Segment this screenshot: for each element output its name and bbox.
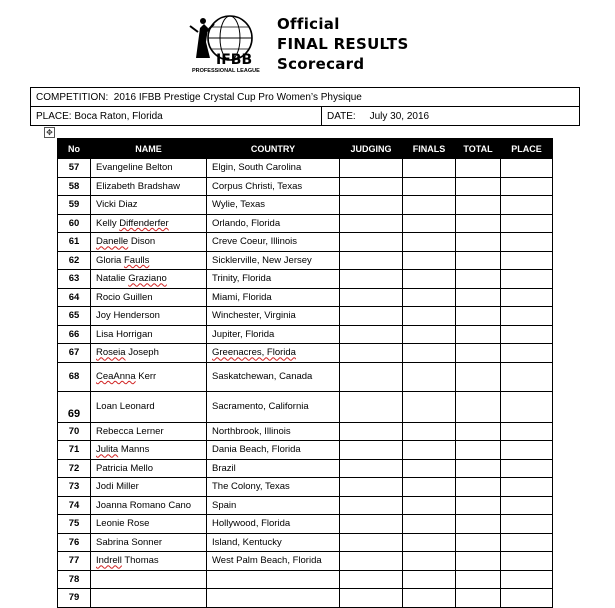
- competitor-first-name: Joy: [96, 310, 111, 322]
- total-score-cell[interactable]: [456, 251, 501, 270]
- competitor-last-name: Guillen: [122, 291, 153, 303]
- judging-score-cell[interactable]: [340, 307, 403, 326]
- competitor-country[interactable]: [207, 570, 340, 589]
- competitor-name[interactable]: [91, 441, 207, 460]
- place-score-cell[interactable]: [501, 362, 553, 391]
- competitor-name[interactable]: [91, 288, 207, 307]
- country-text: Trinity, Florida: [212, 273, 272, 285]
- competitor-number: 69: [58, 391, 91, 422]
- finals-score-cell[interactable]: [403, 307, 456, 326]
- competitor-first-name: Evangeline: [96, 162, 144, 174]
- place-score-cell[interactable]: [501, 496, 553, 515]
- competitor-country[interactable]: [207, 251, 340, 270]
- country-text: Winchester, Virginia: [212, 310, 296, 322]
- judging-score-cell[interactable]: [340, 233, 403, 252]
- total-score-cell[interactable]: [456, 196, 501, 215]
- country-text: West Palm Beach, Florida: [212, 555, 322, 567]
- finals-score-cell[interactable]: [403, 362, 456, 391]
- judging-score-cell[interactable]: [340, 515, 403, 534]
- country-text: Orlando, Florida: [212, 217, 281, 229]
- competitor-number: 62: [58, 251, 91, 270]
- competitor-last-name: Cano: [168, 499, 192, 511]
- logo-text: IFBB: [216, 52, 253, 68]
- competitor-last-name: Faulls: [123, 254, 150, 266]
- competitor-first-name: Danelle: [96, 236, 129, 248]
- country-text: Elgin, South Carolina: [212, 162, 302, 174]
- competitor-name[interactable]: [91, 515, 207, 534]
- competitor-number: 78: [58, 570, 91, 589]
- competitor-name[interactable]: [91, 214, 207, 233]
- logo-subtext: PROFESSIONAL LEAGUE: [192, 68, 260, 74]
- place-score-cell[interactable]: [501, 233, 553, 252]
- judging-score-cell[interactable]: [340, 288, 403, 307]
- judging-score-cell[interactable]: [340, 459, 403, 478]
- finals-score-cell[interactable]: [403, 344, 456, 363]
- country-text: Saskatchewan, Canada: [212, 371, 313, 382]
- competitor-first-name: Sabrina: [96, 536, 129, 548]
- finals-score-cell[interactable]: [403, 496, 456, 515]
- competitor-first-name: Loan: [96, 401, 118, 412]
- competitor-number: 79: [58, 589, 91, 608]
- country-text: Greenacres, Florida: [212, 347, 296, 359]
- competitor-name[interactable]: [91, 362, 207, 391]
- competitor-number: 61: [58, 233, 91, 252]
- competitor-number: 77: [58, 552, 91, 571]
- ifbb-logo: [186, 12, 266, 76]
- finals-score-cell[interactable]: [403, 196, 456, 215]
- country-text: Dania Beach, Florida: [212, 444, 301, 456]
- competitor-number: 58: [58, 177, 91, 196]
- competitor-first-name: Rocio: [96, 291, 121, 303]
- place-score-cell[interactable]: [501, 391, 553, 422]
- country-text: Jupiter, Florida: [212, 328, 275, 340]
- competitor-first-name: Jodi: [96, 481, 114, 493]
- competition-info-table: [30, 87, 580, 126]
- table-row: [58, 422, 553, 441]
- competitor-country[interactable]: [207, 344, 340, 363]
- column-header-place: PLACE: [501, 139, 553, 159]
- country-text: Corpus Christi, Texas: [212, 180, 303, 192]
- country-text: Spain: [212, 499, 237, 511]
- place-value: Boca Raton, Florida: [74, 110, 163, 122]
- competitor-last-name: Leonard: [119, 401, 155, 412]
- competitor-first-name: Joanna Romano: [96, 499, 166, 511]
- country-text: Creve Coeur, Illinois: [212, 236, 298, 248]
- competitor-first-name: Patricia: [96, 462, 128, 474]
- finals-score-cell[interactable]: [403, 478, 456, 497]
- finals-score-cell[interactable]: [403, 391, 456, 422]
- competitor-name[interactable]: [91, 533, 207, 552]
- competitor-country[interactable]: [207, 478, 340, 497]
- judging-score-cell[interactable]: [340, 344, 403, 363]
- competitor-last-name: Belton: [145, 162, 173, 174]
- table-row: [58, 214, 553, 233]
- total-score-cell[interactable]: [456, 478, 501, 497]
- competitor-first-name: Elizabeth: [96, 180, 136, 192]
- total-score-cell[interactable]: [456, 159, 501, 178]
- competitor-country[interactable]: [207, 441, 340, 460]
- finals-score-cell[interactable]: [403, 214, 456, 233]
- finals-score-cell[interactable]: [403, 251, 456, 270]
- competitor-last-name: Lerner: [136, 425, 164, 437]
- competitor-number: 76: [58, 533, 91, 552]
- competitor-name[interactable]: [91, 270, 207, 289]
- table-row: [58, 270, 553, 289]
- competitor-last-name: Diaz: [118, 199, 138, 211]
- competitor-number: 59: [58, 196, 91, 215]
- scorecard-title: [277, 14, 409, 74]
- competitor-country[interactable]: [207, 270, 340, 289]
- table-row: [58, 533, 553, 552]
- table-row: [58, 307, 553, 326]
- competitor-country[interactable]: [207, 552, 340, 571]
- country-text: Wylie, Texas: [212, 199, 266, 211]
- judging-score-cell[interactable]: [340, 177, 403, 196]
- table-row: [58, 344, 553, 363]
- total-score-cell[interactable]: [456, 233, 501, 252]
- competitor-last-name: Sonner: [131, 536, 163, 548]
- competitor-country[interactable]: [207, 362, 340, 391]
- competitor-first-name: Indrell: [96, 555, 122, 567]
- judging-score-cell[interactable]: [340, 251, 403, 270]
- competitor-country[interactable]: [207, 533, 340, 552]
- table-row: [58, 478, 553, 497]
- competitor-name[interactable]: [91, 459, 207, 478]
- competitor-number: 65: [58, 307, 91, 326]
- date-cell: [322, 107, 580, 126]
- competitor-first-name: CeaAnna: [96, 371, 136, 382]
- competitor-name[interactable]: [91, 307, 207, 326]
- table-row: [58, 233, 553, 252]
- column-header-finals: FINALS: [403, 139, 456, 159]
- finals-score-cell[interactable]: [403, 422, 456, 441]
- finals-score-cell[interactable]: [403, 441, 456, 460]
- competitor-country[interactable]: [207, 459, 340, 478]
- competitor-first-name: Rebecca: [96, 425, 134, 437]
- country-text: Hollywood, Florida: [212, 518, 291, 530]
- judging-score-cell[interactable]: [340, 362, 403, 391]
- judging-score-cell[interactable]: [340, 159, 403, 178]
- total-score-cell[interactable]: [456, 177, 501, 196]
- competitor-country[interactable]: [207, 307, 340, 326]
- competitor-number: 73: [58, 478, 91, 497]
- competitor-country[interactable]: [207, 233, 340, 252]
- competitor-number: 75: [58, 515, 91, 534]
- competitor-number: 57: [58, 159, 91, 178]
- competitor-number: 72: [58, 459, 91, 478]
- competitor-name[interactable]: [91, 478, 207, 497]
- judging-score-cell[interactable]: [340, 391, 403, 422]
- competitor-last-name: Thomas: [124, 555, 159, 567]
- table-row: [58, 177, 553, 196]
- competitor-name[interactable]: [91, 422, 207, 441]
- competitor-last-name: Manns: [120, 444, 150, 456]
- title-line-final-results: FINAL RESULTS: [277, 35, 409, 53]
- competitor-name[interactable]: [91, 325, 207, 344]
- competitor-name[interactable]: [91, 177, 207, 196]
- title-line-official: Official: [277, 15, 340, 33]
- column-header-no: No: [58, 139, 91, 159]
- competitor-last-name: Joseph: [128, 347, 159, 359]
- finals-score-cell[interactable]: [403, 459, 456, 478]
- competitor-country[interactable]: [207, 288, 340, 307]
- competitor-first-name: Lisa: [96, 328, 114, 340]
- total-score-cell[interactable]: [456, 422, 501, 441]
- finals-score-cell[interactable]: [403, 288, 456, 307]
- place-score-cell[interactable]: [501, 325, 553, 344]
- total-score-cell[interactable]: [456, 214, 501, 233]
- finals-score-cell[interactable]: [403, 515, 456, 534]
- competitor-number: 74: [58, 496, 91, 515]
- table-row: [58, 459, 553, 478]
- place-score-cell[interactable]: [501, 177, 553, 196]
- competitor-name[interactable]: [91, 552, 207, 571]
- table-row: [58, 196, 553, 215]
- judging-score-cell[interactable]: [340, 570, 403, 589]
- results-header-row: [58, 139, 553, 159]
- judging-score-cell[interactable]: [340, 478, 403, 497]
- table-row: [58, 552, 553, 571]
- judging-score-cell[interactable]: [340, 325, 403, 344]
- place-score-cell[interactable]: [501, 270, 553, 289]
- country-text: Brazil: [212, 462, 236, 474]
- competitor-first-name: Julita: [96, 444, 119, 456]
- total-score-cell[interactable]: [456, 362, 501, 391]
- competitor-name[interactable]: [91, 251, 207, 270]
- finals-score-cell[interactable]: [403, 270, 456, 289]
- competitor-country[interactable]: [207, 391, 340, 422]
- date-label: DATE:: [327, 110, 356, 122]
- country-text: The Colony, Texas: [212, 481, 290, 493]
- competitor-country[interactable]: [207, 196, 340, 215]
- place-score-cell[interactable]: [501, 422, 553, 441]
- total-score-cell[interactable]: [456, 515, 501, 534]
- competition-label: COMPETITION:: [36, 91, 109, 103]
- finals-score-cell[interactable]: [403, 533, 456, 552]
- place-label: PLACE:: [36, 110, 72, 122]
- judging-score-cell[interactable]: [340, 270, 403, 289]
- competitor-first-name: Natalie: [96, 273, 126, 285]
- competitor-last-name: Graziano: [128, 273, 167, 285]
- total-score-cell[interactable]: [456, 270, 501, 289]
- judging-score-cell[interactable]: [340, 422, 403, 441]
- place-score-cell[interactable]: [501, 159, 553, 178]
- country-text: Northbrook, Illinois: [212, 425, 291, 437]
- column-header-judging: JUDGING: [340, 139, 403, 159]
- competitor-first-name: Kelly: [96, 217, 117, 229]
- place-score-cell[interactable]: [501, 441, 553, 460]
- judging-score-cell[interactable]: [340, 496, 403, 515]
- competitor-last-name: Kerr: [138, 371, 157, 382]
- competitor-number: 70: [58, 422, 91, 441]
- finals-score-cell[interactable]: [403, 325, 456, 344]
- competitor-number: 63: [58, 270, 91, 289]
- competitor-country[interactable]: [207, 496, 340, 515]
- competitor-name[interactable]: [91, 391, 207, 422]
- total-score-cell[interactable]: [456, 570, 501, 589]
- date-value: July 30, 2016: [369, 110, 430, 122]
- results-table: [57, 138, 553, 608]
- finals-score-cell[interactable]: [403, 570, 456, 589]
- place-score-cell[interactable]: [501, 459, 553, 478]
- competitor-country[interactable]: [207, 177, 340, 196]
- country-text: Sicklerville, New Jersey: [212, 254, 312, 266]
- competitor-number: 64: [58, 288, 91, 307]
- competitor-name[interactable]: [91, 570, 207, 589]
- competitor-last-name: Dison: [130, 236, 156, 248]
- competitor-last-name: Mello: [130, 462, 154, 474]
- table-row: [58, 570, 553, 589]
- judging-score-cell[interactable]: [340, 196, 403, 215]
- competitor-first-name: Gloria: [96, 254, 122, 266]
- table-row: [58, 288, 553, 307]
- competitor-last-name: Henderson: [113, 310, 160, 322]
- place-score-cell[interactable]: [501, 288, 553, 307]
- finals-score-cell[interactable]: [403, 552, 456, 571]
- judging-score-cell[interactable]: [340, 552, 403, 571]
- place-score-cell[interactable]: [501, 533, 553, 552]
- table-row: [58, 515, 553, 534]
- column-header-name: NAME: [91, 139, 207, 159]
- place-score-cell[interactable]: [501, 196, 553, 215]
- competitor-last-name: Diffenderfer: [119, 217, 169, 229]
- competition-value: 2016 IFBB Prestige Crystal Cup Pro Women’s Physique: [113, 91, 362, 103]
- place-score-cell[interactable]: [501, 344, 553, 363]
- judging-score-cell[interactable]: [340, 533, 403, 552]
- table-row: [58, 251, 553, 270]
- finals-score-cell[interactable]: [403, 233, 456, 252]
- competitor-number: 60: [58, 214, 91, 233]
- column-header-total: TOTAL: [456, 139, 501, 159]
- competitor-name[interactable]: [91, 233, 207, 252]
- total-score-cell[interactable]: [456, 552, 501, 571]
- competitor-name[interactable]: [91, 196, 207, 215]
- competitor-first-name: Roseia: [96, 347, 126, 359]
- competitor-country[interactable]: [207, 159, 340, 178]
- competitor-last-name: Rose: [127, 518, 150, 530]
- competitor-name[interactable]: [91, 159, 207, 178]
- competitor-country[interactable]: [207, 325, 340, 344]
- country-text: Island, Kentucky: [212, 536, 282, 548]
- competitor-country[interactable]: [207, 515, 340, 534]
- table-row: [58, 325, 553, 344]
- place-score-cell[interactable]: [501, 552, 553, 571]
- total-score-cell[interactable]: [456, 307, 501, 326]
- total-score-cell[interactable]: [456, 441, 501, 460]
- table-row: [58, 362, 553, 391]
- table-row: [58, 441, 553, 460]
- table-row: [58, 496, 553, 515]
- column-header-country: COUNTRY: [207, 139, 340, 159]
- judging-score-cell[interactable]: [340, 441, 403, 460]
- place-cell: [31, 107, 322, 126]
- total-score-cell[interactable]: [456, 344, 501, 363]
- total-score-cell[interactable]: [456, 325, 501, 344]
- total-score-cell[interactable]: [456, 459, 501, 478]
- place-score-cell[interactable]: [501, 570, 553, 589]
- table-row: [58, 391, 553, 422]
- title-line-scorecard: Scorecard: [277, 55, 365, 73]
- competitor-first-name: Leonie: [96, 518, 125, 530]
- place-score-cell[interactable]: [501, 214, 553, 233]
- competitor-country[interactable]: [207, 422, 340, 441]
- competitor-number: 67: [58, 344, 91, 363]
- place-score-cell[interactable]: [501, 478, 553, 497]
- total-score-cell[interactable]: [456, 288, 501, 307]
- competitor-country[interactable]: [207, 214, 340, 233]
- competitor-last-name: Horrigan: [116, 328, 153, 340]
- finals-score-cell[interactable]: [403, 159, 456, 178]
- competitor-first-name: Vicki: [96, 199, 116, 211]
- total-score-cell[interactable]: [456, 391, 501, 422]
- competitor-name[interactable]: [91, 344, 207, 363]
- competitor-last-name: Bradshaw: [137, 180, 180, 192]
- competitor-number: 71: [58, 441, 91, 460]
- total-score-cell[interactable]: [456, 533, 501, 552]
- competition-cell: [31, 88, 580, 107]
- place-score-cell[interactable]: [501, 307, 553, 326]
- country-text: Miami, Florida: [212, 291, 272, 303]
- competitor-number: 66: [58, 325, 91, 344]
- country-text: Sacramento, California: [212, 401, 309, 412]
- place-score-cell[interactable]: [501, 515, 553, 534]
- judging-score-cell[interactable]: [340, 214, 403, 233]
- competitor-name[interactable]: [91, 496, 207, 515]
- finals-score-cell[interactable]: [403, 177, 456, 196]
- table-row: [58, 159, 553, 178]
- competitor-last-name: Miller: [116, 481, 139, 493]
- total-score-cell[interactable]: [456, 496, 501, 515]
- competitor-number: 68: [58, 362, 91, 391]
- table-move-handle-icon[interactable]: ✥: [44, 127, 55, 138]
- place-score-cell[interactable]: [501, 251, 553, 270]
